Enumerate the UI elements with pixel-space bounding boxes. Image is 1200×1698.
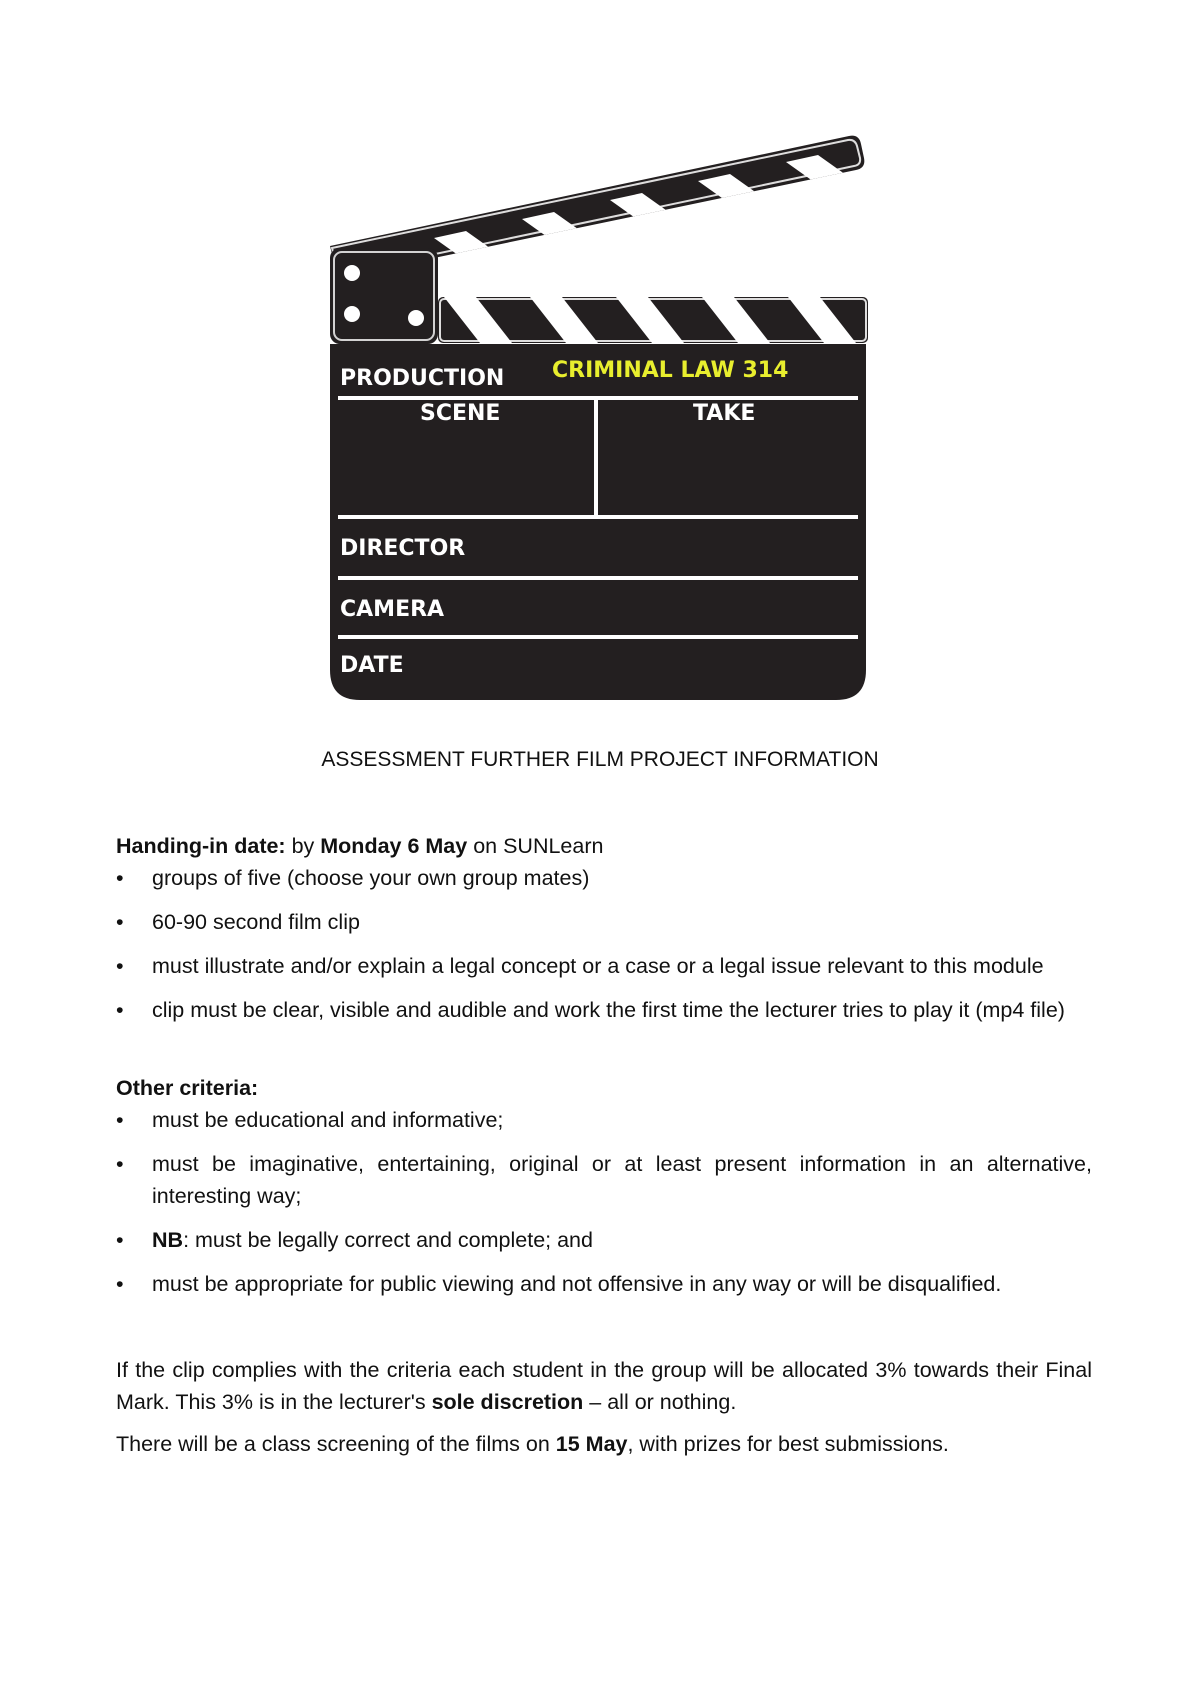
marking-text-before: If the clip complies with the criteria each student in the group will be allocated 3% towards their Final Mark. This 3% is in the lecturer's [116, 1358, 1092, 1414]
handing-in-date: Monday 6 May [320, 834, 468, 858]
screening-paragraph [116, 1428, 1092, 1460]
marking-paragraph [116, 1354, 1092, 1418]
production-value: CRIMINAL LAW 314 [552, 358, 789, 383]
list-item: • 60-90 second film clip [116, 906, 1092, 938]
marking-text-after: – all or nothing. [583, 1390, 737, 1414]
nb-text: : must be legally correct and complete; and [183, 1228, 593, 1252]
other-criteria-list [116, 1104, 1092, 1300]
page-title: ASSESSMENT FURTHER FILM PROJECT INFORMATION [321, 748, 879, 771]
handing-in-label: Handing-in date: [116, 834, 286, 858]
screening-date: 15 May [555, 1432, 628, 1456]
production-label: PRODUCTION [340, 366, 505, 391]
clapper-board-body [330, 344, 866, 700]
clapperboard-illustration [326, 130, 876, 705]
list-item: • groups of five (choose your own group mates) [116, 862, 1092, 894]
list-item-nb [116, 1224, 1092, 1256]
other-criteria-heading [116, 1072, 1092, 1104]
marking-emphasis: sole discretion [431, 1390, 584, 1414]
list-item: • clip must be clear, visible and audible and work the first time the lecturer tries to play it (mp4 file) [116, 994, 1092, 1026]
screening-text-before: There will be a class screening of the films on [116, 1432, 556, 1456]
list-item: • must be imaginative, entertaining, original or at least present information in an alternative, interesting way; [116, 1148, 1092, 1212]
take-label: TAKE [693, 401, 756, 426]
clapperboard-svg [326, 130, 876, 705]
list-item: • must illustrate and/or explain a legal concept or a case or a legal issue relevant to this module [116, 950, 1092, 982]
nb-label: NB [152, 1228, 184, 1252]
scene-label: SCENE [420, 401, 501, 426]
requirements-list [116, 862, 1092, 1026]
document-body [116, 830, 1092, 1460]
screening-text-after: , with prizes for best submissions. [627, 1432, 949, 1456]
camera-label: CAMERA [340, 597, 445, 622]
list-item: • must be appropriate for public viewing and not offensive in any way or will be disqualified. [116, 1268, 1092, 1300]
handing-in-line [116, 830, 1092, 862]
director-label: DIRECTOR [340, 536, 466, 561]
date-label: DATE [340, 653, 404, 678]
other-criteria-heading-text: Other criteria: [116, 1076, 259, 1100]
clapper-hinge [330, 248, 438, 344]
handing-in-suffix: on SUNLearn [467, 834, 604, 858]
clapper-lower-stick [438, 297, 868, 343]
list-item: • must be educational and informative; [116, 1104, 1092, 1136]
handing-in-by: by [285, 834, 321, 858]
